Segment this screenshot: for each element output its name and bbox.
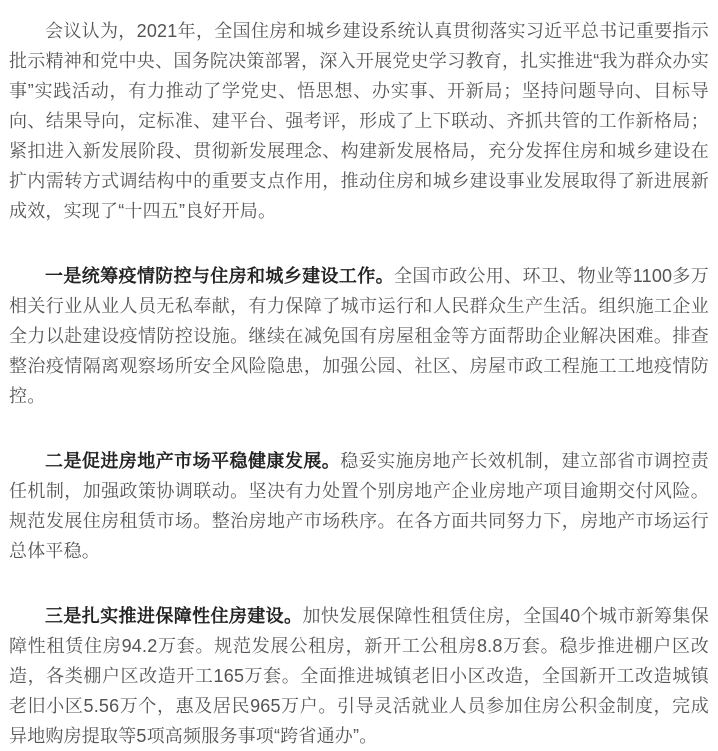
paragraph-point-1-lead: 一是统筹疫情防控与住房和城乡建设工作。 xyxy=(45,266,394,286)
paragraph-point-2 xyxy=(9,446,709,566)
paragraph-point-3 xyxy=(9,601,709,751)
paragraph-point-1 xyxy=(9,261,709,411)
paragraph-point-2-lead: 二是促进房地产市场平稳健康发展。 xyxy=(45,451,341,471)
paragraph-point-1-text: 全国市政公用、环卫、物业等1100多万相关行业从业人员无私奉献，有力保障了城市运行和人民群众生产生活。组织施工企业全力以赴建设疫情防控设施。继续在减免国有房屋租金等方面帮助企业解决困难。排查整治疫情隔离观察场所安全风险隐患，加强公园、社区、房屋市政工程施工工地疫情防控。 xyxy=(9,266,709,406)
paragraph-point-3-text: 加快发展保障性租赁住房，全国40个城市新筹集保障性租赁住房94.2万套。规范发展公租房，新开工公租房8.8万套。稳步推进棚户区改造，各类棚户区改造开工165万套。全面推进城镇老旧小区改造，全国新开工改造城镇老旧小区5.56万个，惠及居民965万户。引导灵活就业人员参加住房公积金制度，完成异地购房提取等5项高频服务事项“跨省通办”。 xyxy=(9,606,709,746)
paragraph-point-2-text: 稳妥实施房地产长效机制，建立部省市调控责任机制，加强政策协调联动。坚决有力处置个别房地产企业房地产项目逾期交付风险。规范发展住房租赁市场。整治房地产市场秩序。在各方面共同努力下，房地产市场运行总体平稳。 xyxy=(9,451,710,561)
paragraph-overview xyxy=(9,16,709,226)
paragraph-point-3-lead: 三是扎实推进保障性住房建设。 xyxy=(45,606,303,626)
paragraph-overview-text: 会议认为，2021年，全国住房和城乡建设系统认真贯彻落实习近平总书记重要指示批示精神和党中央、国务院决策部署，深入开展党史学习教育，扎实推进“我为群众办实事”实践活动，有力推动了学党史、悟思想、办实事、开新局；坚持问题导向、目标导向、结果导向，定标准、建平台、强考评，形成了上下联动、齐抓共管的工作新格局；紧扣进入新发展阶段、贯彻新发展理念、构建新发展格局，充分发挥住房和城乡建设在扩内需转方式调结构中的重要支点作用，推动住房和城乡建设事业发展取得了新进展新成效，实现了“十四五”良好开局。 xyxy=(9,21,709,221)
